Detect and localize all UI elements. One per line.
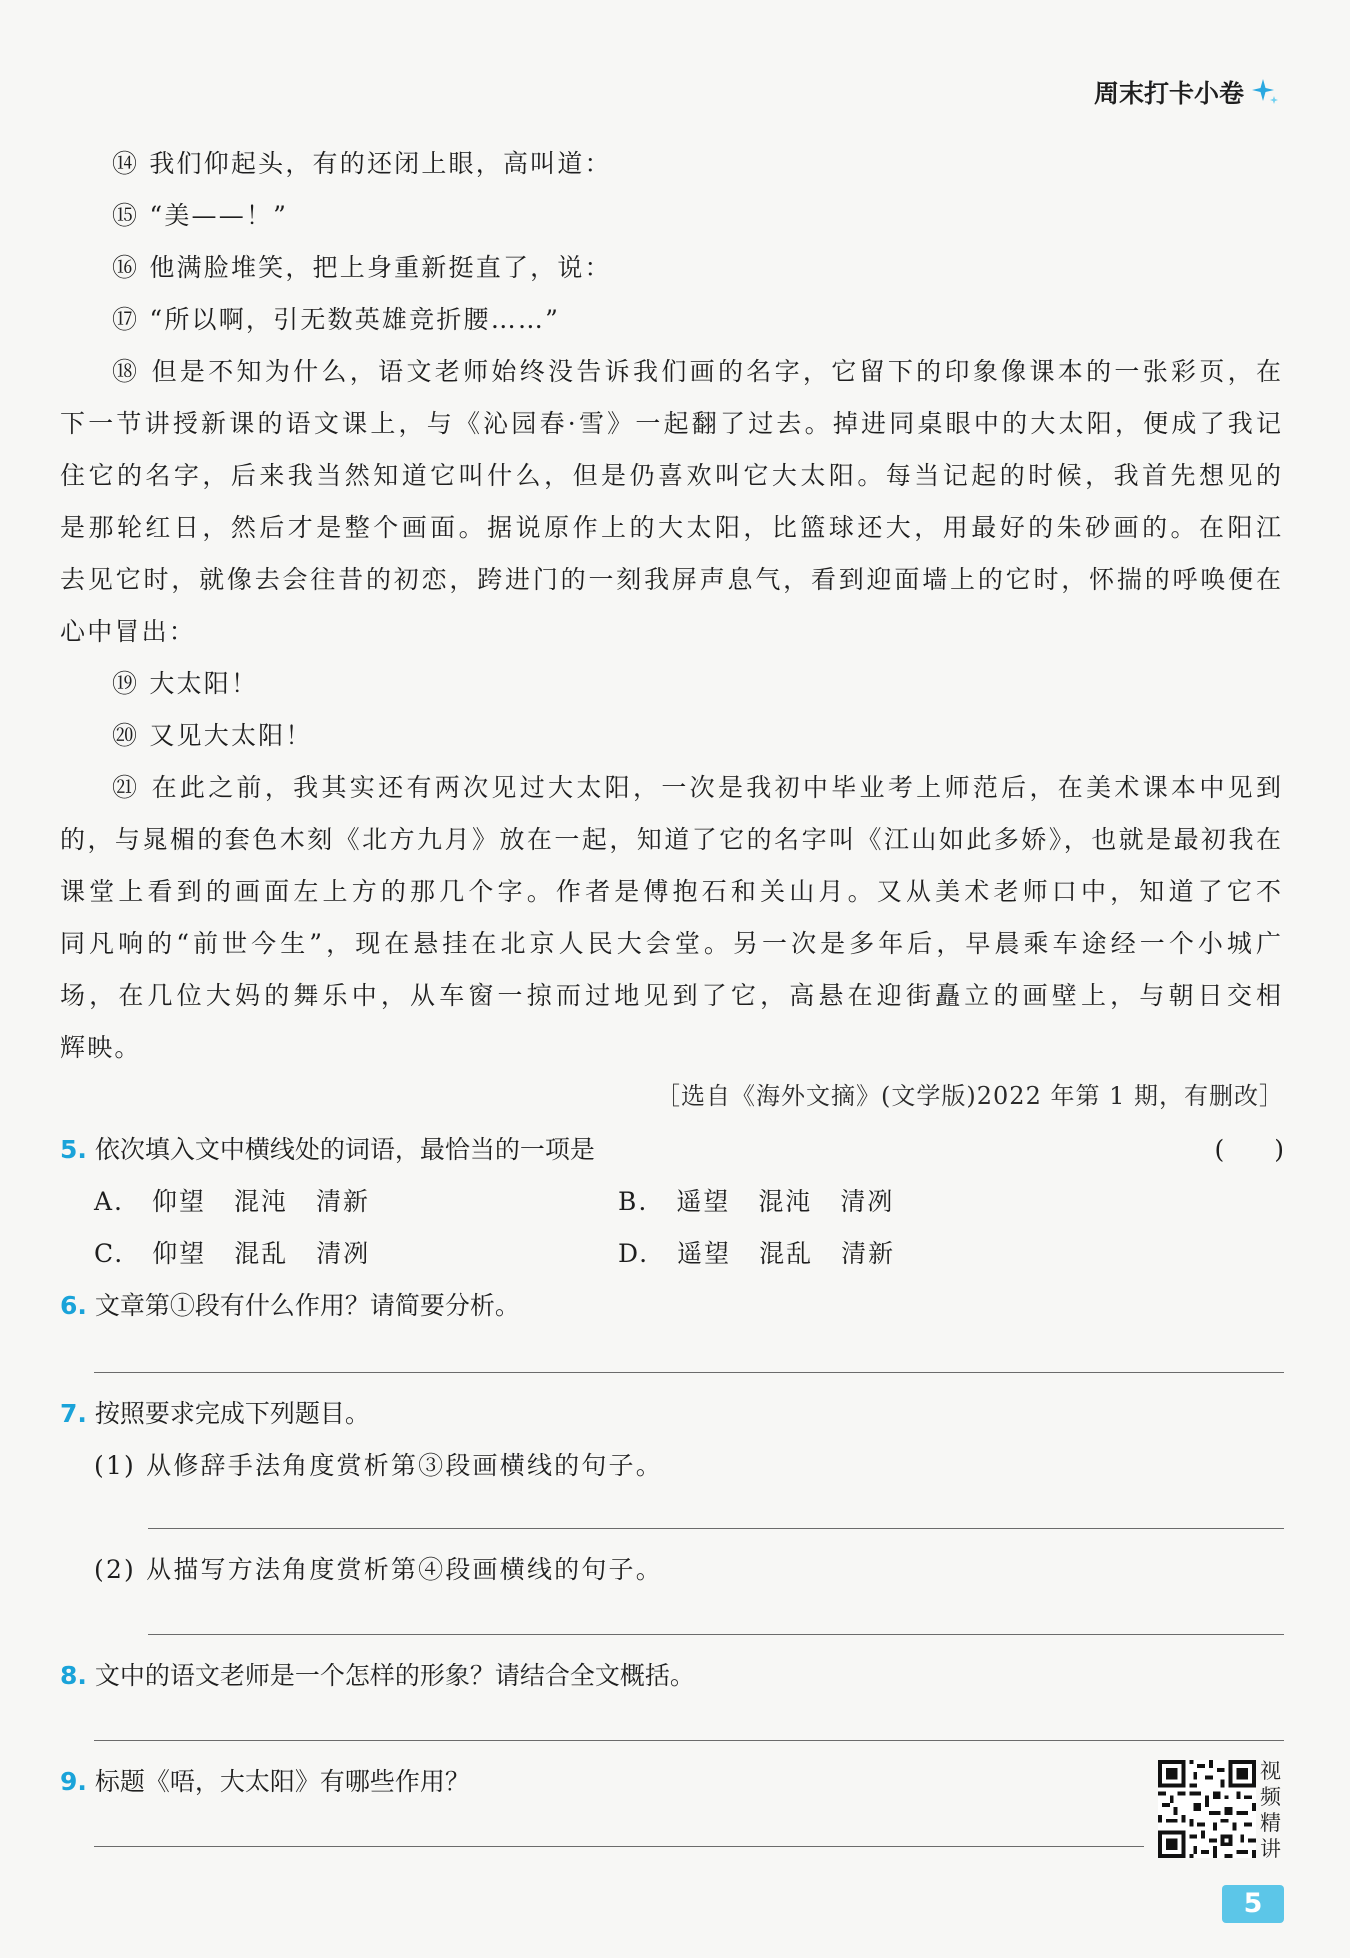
question-9	[60, 1762, 470, 1798]
answer-line[interactable]	[94, 1846, 1144, 1847]
paragraph-21-line: 场，在几位大妈的舞乐中，从车窗一掠而过地见到了它，高悬在迎街矗立的画壁上，与朝日交相	[60, 981, 1282, 1010]
paragraph-18-line: 住它的名字，后来我当然知道它叫什么，但是仍喜欢叫它大太阳。每当记起的时候，我首先想见的	[60, 461, 1282, 490]
paragraph-18-line: 下一节讲授新课的语文课上，与《沁园春·雪》一起翻了过去。掉进同桌眼中的大太阳，便成了我记	[60, 409, 1282, 438]
qr-label: 视频精讲	[1260, 1759, 1281, 1861]
question-number: 8.	[60, 1661, 87, 1690]
paragraph-18-line: 心中冒出：	[60, 617, 197, 646]
page-number-badge: 5	[1222, 1885, 1284, 1923]
paragraph-16: ⑯ 他满脸堆笑，把上身重新挺直了，说：	[112, 253, 612, 282]
option-d[interactable]: D. 遥望 混乱 清新	[618, 1239, 896, 1268]
paragraph-18-line: 去见它时，就像去会往昔的初恋，跨进门的一刻我屏声息气，看到迎面墙上的它时，怀揣的呼唤便在	[60, 565, 1282, 594]
question-5	[60, 1130, 595, 1166]
question-number: 6.	[60, 1291, 87, 1320]
question-7-sub-1: (1) 从修辞手法角度赏析第③段画横线的句子。	[94, 1451, 663, 1480]
paragraph-15: ⑮ “美——！”	[112, 201, 289, 230]
question-7-sub-2: (2) 从描写方法角度赏析第④段画横线的句子。	[94, 1555, 663, 1584]
source-citation: ［选自《海外文摘》(文学版)2022 年第 1 期，有删改］	[656, 1082, 1284, 1110]
answer-line[interactable]	[94, 1740, 1284, 1741]
question-number: 7.	[60, 1399, 87, 1428]
answer-line[interactable]	[148, 1634, 1284, 1635]
page-header	[1094, 74, 1280, 110]
sparkle-icon	[1250, 77, 1280, 107]
paragraph-20: ⑳ 又见大太阳！	[112, 721, 313, 750]
question-number: 5.	[60, 1135, 87, 1164]
question-text: 文中的语文老师是一个怎样的形象？请结合全文概括。	[94, 1661, 695, 1690]
answer-line[interactable]	[94, 1372, 1284, 1373]
paragraph-18-line: ⑱ 但是不知为什么，语文老师始终没告诉我们画的名字，它留下的印象像课本的一张彩页，在	[112, 357, 1282, 386]
question-8	[60, 1656, 695, 1692]
paragraph-19: ⑲ 大太阳！	[112, 669, 259, 698]
question-text: 标题《唔，大太阳》有哪些作用？	[94, 1767, 470, 1796]
question-7	[60, 1394, 370, 1430]
paragraph-17: ⑰ “所以啊，引无数英雄竞折腰……”	[112, 305, 561, 334]
question-text: 文章第①段有什么作用？请简要分析。	[94, 1291, 520, 1320]
question-6	[60, 1286, 520, 1322]
option-b[interactable]: B. 遥望 混沌 清冽	[618, 1187, 895, 1216]
option-c[interactable]: C. 仰望 混乱 清冽	[94, 1239, 371, 1268]
answer-bracket[interactable]: ( )	[1214, 1135, 1284, 1164]
question-text: 按照要求完成下列题目。	[94, 1399, 370, 1428]
paragraph-14: ⑭ 我们仰起头，有的还闭上眼，高叫道：	[112, 149, 612, 178]
paragraph-21-line: 辉映。	[60, 1033, 142, 1062]
paragraph-21-line: 同凡响的“前世今生”，现在悬挂在北京人民大会堂。另一次是多年后，早晨乘车途经一个小城广	[60, 929, 1282, 958]
answer-line[interactable]	[148, 1528, 1284, 1529]
option-a[interactable]: A. 仰望 混沌 清新	[94, 1187, 371, 1216]
paragraph-21-line: ㉑ 在此之前，我其实还有两次见过大太阳，一次是我初中毕业考上师范后，在美术课本中见到	[112, 773, 1282, 802]
paragraph-21-line: 的，与晁楣的套色木刻《北方九月》放在一起，知道了它的名字叫《江山如此多娇》，也就是最初我在	[60, 825, 1282, 854]
qr-code-icon[interactable]	[1158, 1760, 1256, 1858]
paragraph-18-line: 是那轮红日，然后才是整个画面。据说原作上的大太阳，比篮球还大，用最好的朱砂画的。在阳江	[60, 513, 1282, 542]
header-title: 周末打卡小卷	[1093, 79, 1244, 108]
question-number: 9.	[60, 1767, 87, 1796]
question-text: 依次填入文中横线处的词语，最恰当的一项是	[94, 1135, 595, 1164]
paragraph-21-line: 课堂上看到的画面左上方的那几个字。作者是傅抱石和关山月。又从美术老师口中，知道了它不	[60, 877, 1282, 906]
